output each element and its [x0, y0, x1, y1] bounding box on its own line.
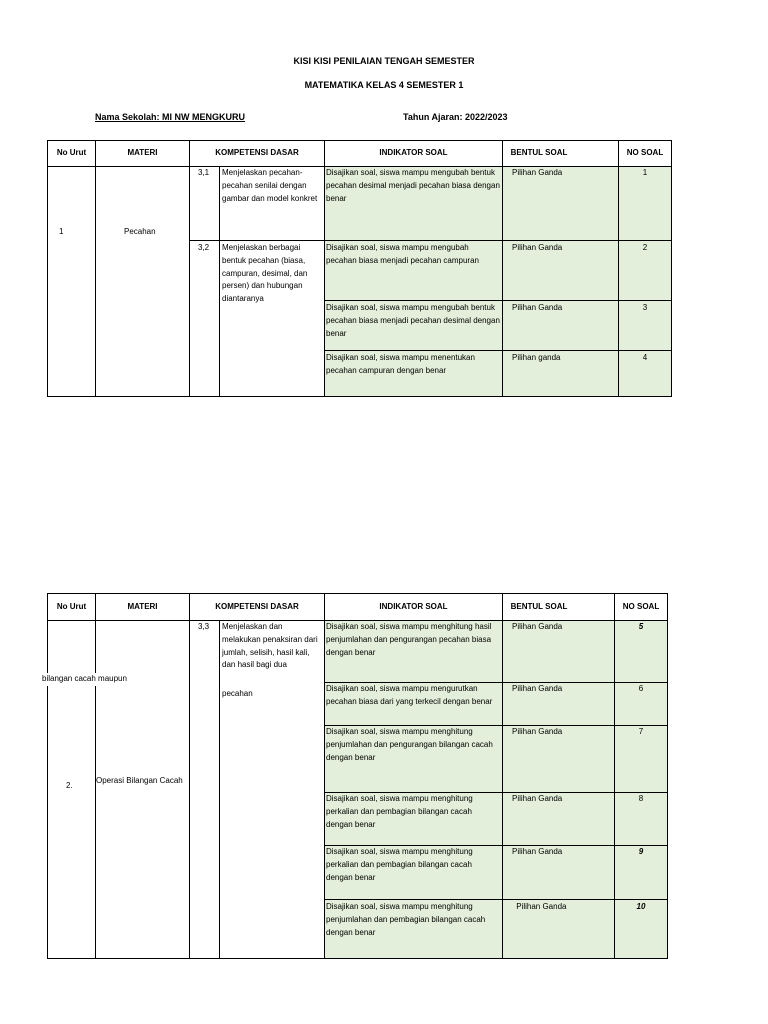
kd-text: Menjelaskan berbagai bentuk pecahan (biasa, campuran, desimal, dan persen) dan hubungan diantaranya [222, 243, 308, 304]
kd-text: Menjelaskan pecahan-pecahan senilai dengan gambar dan model konkret [222, 168, 318, 203]
indikator-cell: Disajikan soal, siswa mampu menghitung perkalian dan pembagian bilangan cacah dengan benar [326, 847, 473, 882]
no-soal-cell: 3 [642, 303, 648, 312]
col-kompetensi: KOMPETENSI DASAR [215, 148, 299, 157]
bentuk-cell: Pilihan Ganda [512, 622, 563, 631]
col-no-urut: No Urut [56, 602, 87, 611]
indikator-cell: Disajikan soal, siswa mampu menghitung perkalian dan pembagian bilangan cacah dengan benar [326, 794, 473, 829]
bentuk-cell: Pilihan Ganda [512, 303, 563, 312]
indikator-cell: Disajikan soal, siswa mampu menentukan pecahan campuran dengan benar [326, 353, 475, 375]
col-indikator: INDIKATOR SOAL [379, 602, 448, 611]
col-kompetensi: KOMPETENSI DASAR [215, 602, 299, 611]
no-soal-cell: 4 [642, 353, 648, 362]
col-no-soal: NO SOAL [626, 148, 664, 157]
bentuk-cell: Pilihan Ganda [514, 902, 567, 911]
materi-cell: Operasi Bilangan Cacah [96, 776, 183, 785]
bentuk-cell: Pilihan Ganda [512, 243, 563, 252]
no-soal-cell: 1 [642, 168, 648, 177]
no-soal-cell: 7 [638, 727, 644, 736]
materi-cell: Pecahan [124, 227, 156, 236]
bentuk-cell: Pilihan Ganda [512, 168, 563, 177]
col-bentuk: BENTUL SOAL [510, 602, 568, 611]
col-no-urut: No Urut [56, 148, 87, 157]
no-soal-cell: 9 [638, 847, 644, 856]
col-materi: MATERI [127, 602, 158, 611]
academic-year: Tahun Ajaran: 2022/2023 [403, 112, 508, 122]
indikator-cell: Disajikan soal, siswa mampu menghitung penjumlahan dan pembagian bilangan cacah dengan benar [326, 902, 486, 937]
indikator-cell: Disajikan soal, siswa mampu mengubah pecahan biasa menjadi pecahan campuran [326, 243, 479, 265]
bentuk-cell: Pilihan Ganda [512, 847, 563, 856]
kd-code: 3,1 [198, 168, 210, 177]
bentuk-cell: Pilihan Ganda [512, 794, 563, 803]
no-soal-cell: 6 [638, 684, 644, 693]
indikator-cell: Disajikan soal, siswa mampu menghitung hasil penjumlahan dan pengurangan pecahan biasa dengan benar [326, 622, 492, 657]
page-subtitle: MATEMATIKA KELAS 4 SEMESTER 1 [304, 80, 464, 90]
no-soal-cell: 10 [636, 902, 646, 911]
no-urut-cell: 1 [59, 227, 64, 236]
kd-code: 3,2 [198, 243, 210, 252]
kd-text-continued: pecahan [222, 689, 253, 698]
indikator-cell: Disajikan soal, siswa mampu mengurutkan pecahan biasa dari yang terkecil dengan benar [326, 684, 493, 706]
bentuk-cell: Pilihan ganda [512, 353, 561, 362]
no-soal-cell: 5 [638, 622, 644, 631]
no-urut-cell: 2. [66, 781, 73, 790]
indikator-cell: Disajikan soal, siswa mampu mengubah bentuk pecahan biasa menjadi pecahan desimal dengan benar [326, 303, 500, 338]
overflow-text: bilangan cacah maupun [42, 673, 127, 686]
bentuk-cell: Pilihan Ganda [512, 684, 563, 693]
bentuk-cell: Pilihan Ganda [512, 727, 563, 736]
no-soal-cell: 2 [642, 243, 648, 252]
kd-code: 3,3 [198, 622, 210, 631]
no-soal-cell: 8 [638, 794, 644, 803]
page-title: KISI KISI PENILAIAN TENGAH SEMESTER [293, 56, 475, 66]
kd-text: Menjelaskan dan melakukan penaksiran dari jumlah, selisih, hasil kali, dan hasil bagi dua [222, 622, 318, 670]
indikator-cell: Disajikan soal, siswa mampu mengubah bentuk pecahan desimal menjadi pecahan biasa dengan benar [326, 168, 500, 203]
col-materi: MATERI [127, 148, 158, 157]
col-no-soal: NO SOAL [622, 602, 660, 611]
school-name: Nama Sekolah: MI NW MENGKURU [95, 112, 246, 122]
col-indikator: INDIKATOR SOAL [379, 148, 448, 157]
col-bentuk: BENTUL SOAL [510, 148, 568, 157]
indikator-cell: Disajikan soal, siswa mampu menghitung penjumlahan dan pengurangan bilangan cacah dengan benar [326, 727, 493, 762]
